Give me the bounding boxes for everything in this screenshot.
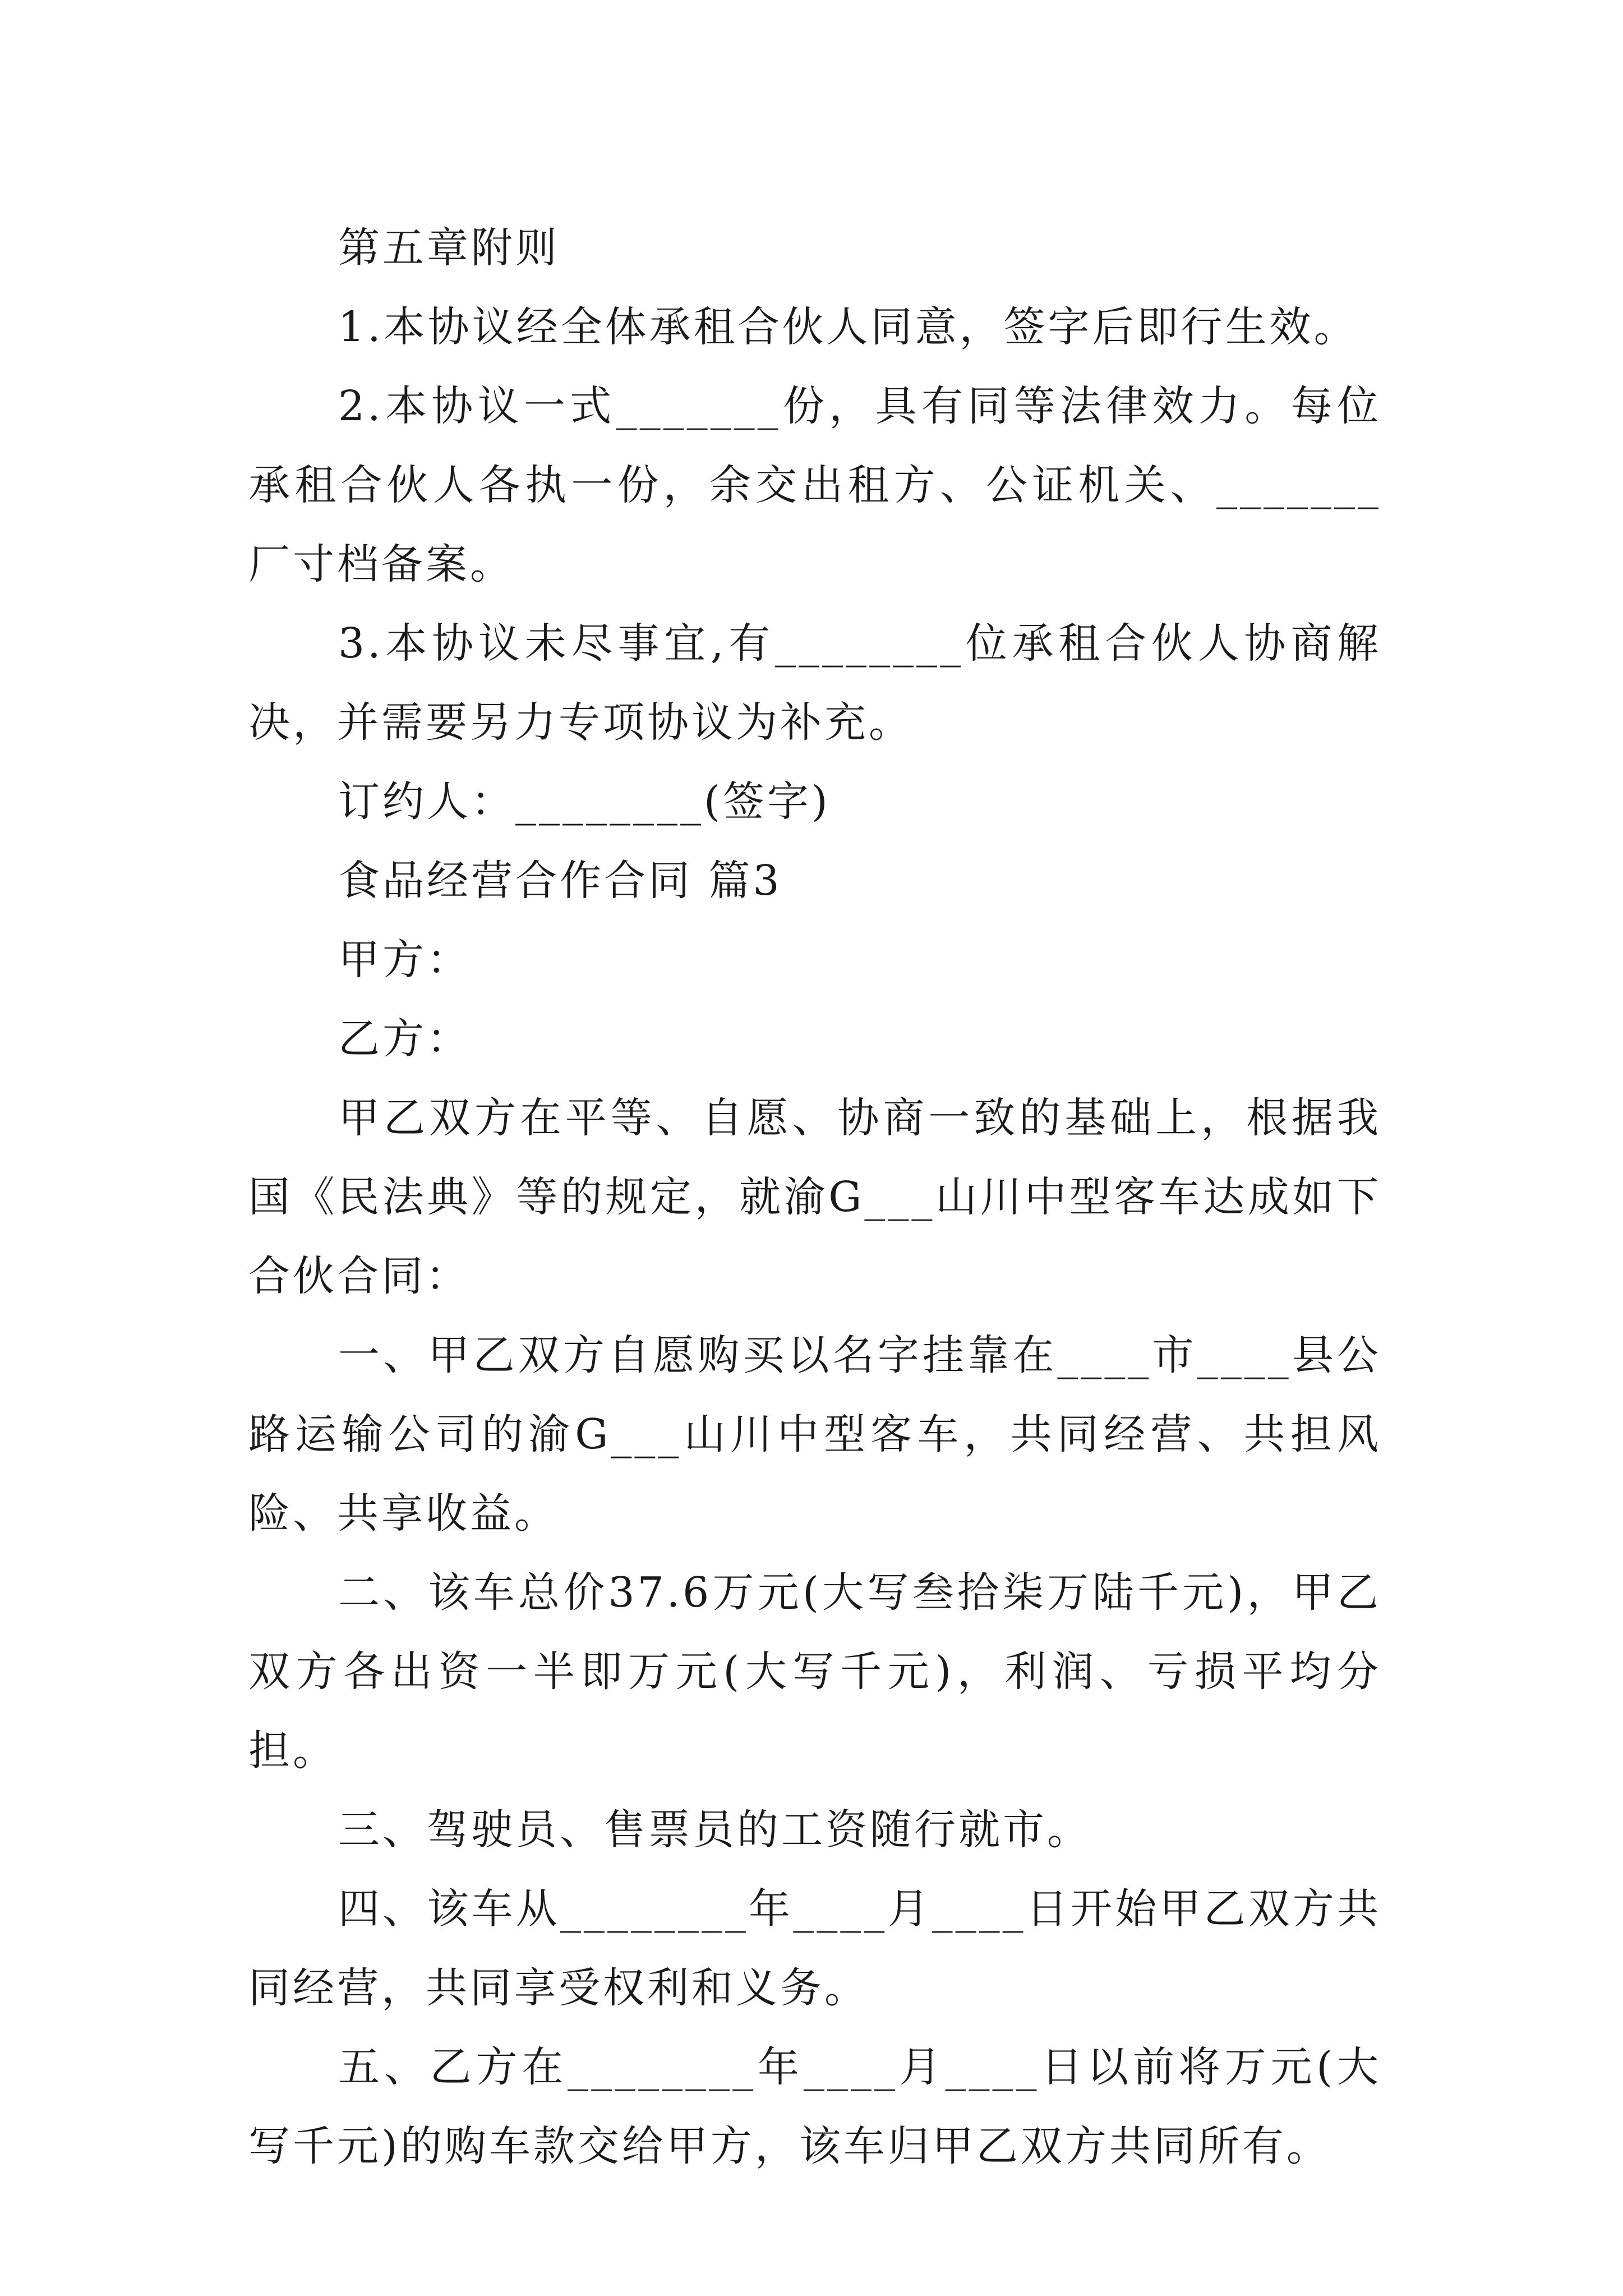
article-3: 三、驾驶员、售票员的工资随行就市。 xyxy=(338,1806,1091,1854)
clause-2: 2.本协议一式_______份，具有同等法律效力。每位承租合伙人各执一份，余交出租方、公证机关、_______厂寸档备案。 xyxy=(248,382,1381,588)
preamble-paragraph: 甲乙双方在平等、自愿、协商一致的基础上，根据我国《民法典》等的规定，就渝G___山川中型客车达成如下合伙合同： xyxy=(248,1094,1381,1300)
section-title: 食品经营合作合同 篇3 xyxy=(338,857,782,905)
article-2: 二、该车总价37.6万元(大写叁拾柒万陆千元)，甲乙双方各出资一半即万元(大写千元)，利润、亏损平均分担。 xyxy=(248,1568,1381,1775)
clause-3: 3.本协议未尽事宜,有________位承租合伙人协商解决，并需要另力专项协议为补充。 xyxy=(248,619,1381,747)
clause-1: 1.本协议经全体承租合伙人同意，签字后即行生效。 xyxy=(338,303,1358,351)
article-1: 一、甲乙双方自愿购买以名字挂靠在____市____县公路运输公司的渝G___山川中型客车，共同经营、共担风险、共享收益。 xyxy=(248,1331,1381,1538)
chapter-heading: 第五章附则 xyxy=(338,224,560,272)
article-5: 五、乙方在________年____月____日以前将万元(大写千元)的购车款交给甲方，该车归甲乙双方共同所有。 xyxy=(248,2043,1381,2170)
signatory-line: 订约人：________(签字) xyxy=(338,777,831,826)
document-body xyxy=(248,209,1381,2186)
party-a-line: 甲方： xyxy=(338,936,471,984)
party-b-line: 乙方： xyxy=(338,1015,471,1063)
article-4: 四、该车从________年____月____日开始甲乙双方共同经营，共同享受权利和义务。 xyxy=(248,1885,1381,2012)
